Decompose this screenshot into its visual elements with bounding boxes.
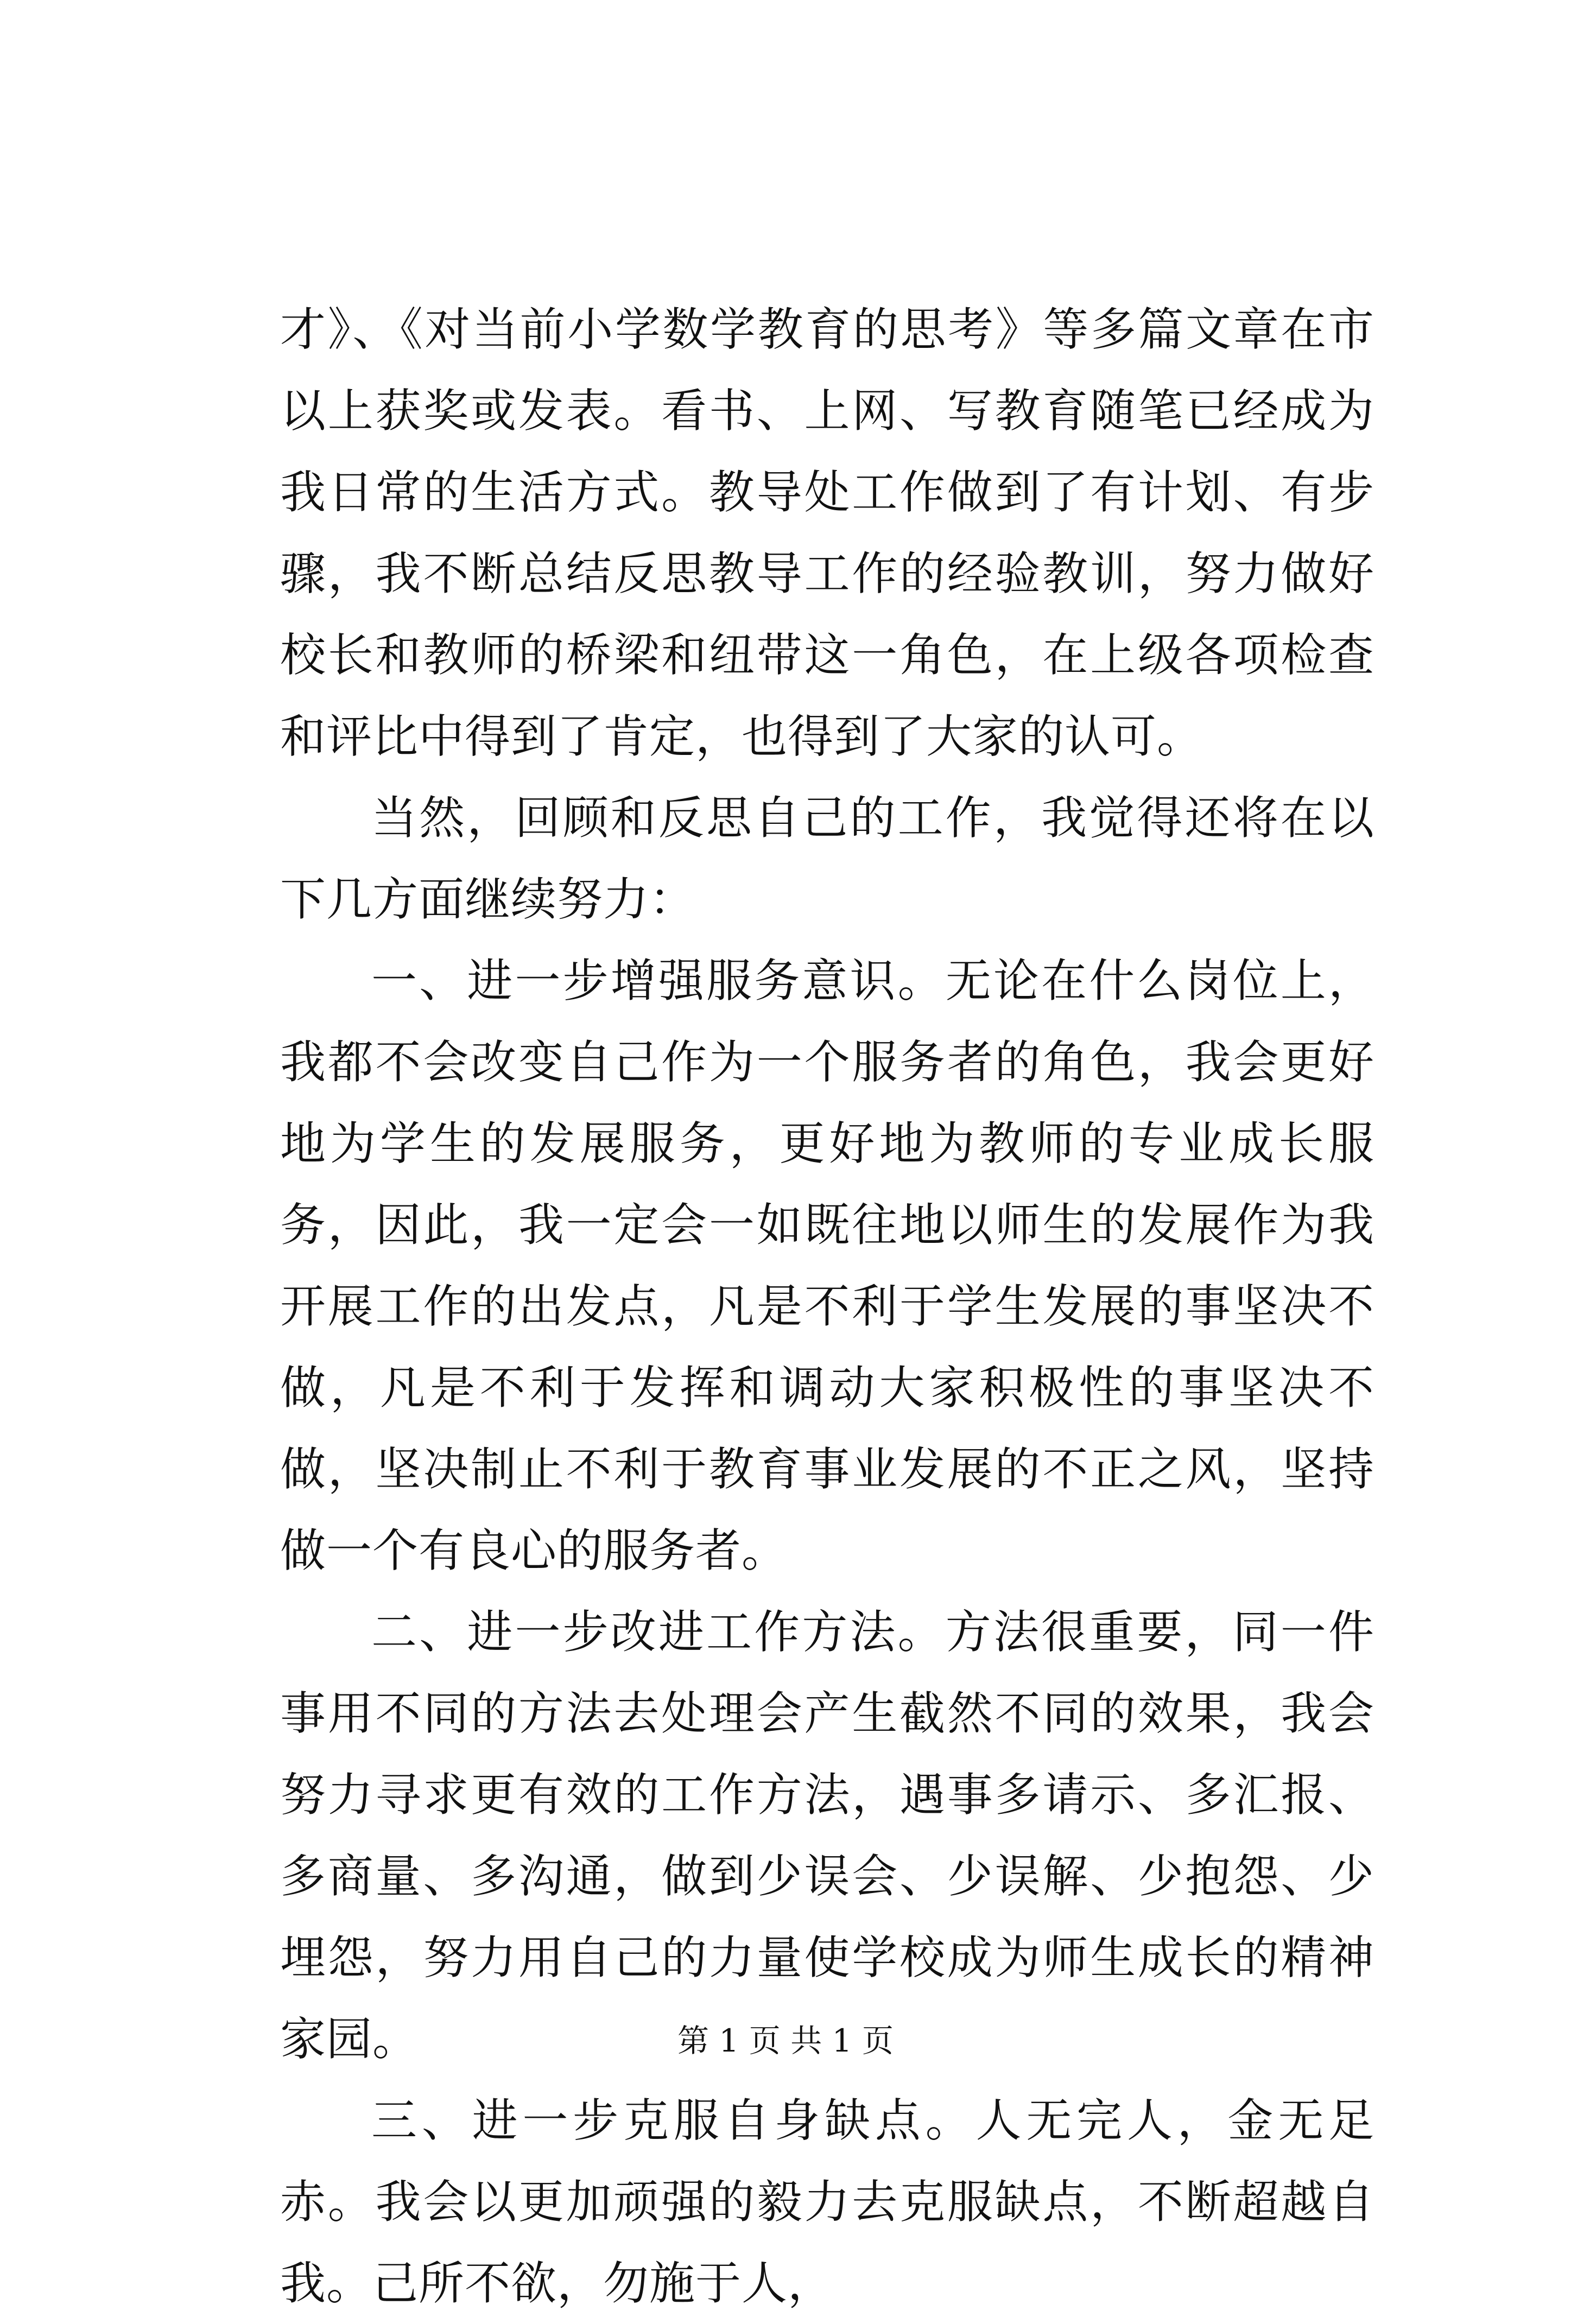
paragraph-point-two: 二、进一步改进工作方法。方法很重要，同一件事用不同的方法去处理会产生截然不同的效果，我会努力寻求更有效的工作方法，遇事多请示、多汇报、多商量、多沟通，做到少误会、少误解、少抱怨、少埋怨，努力用自己的力量使学校成为师生成长的精神家园。 bbox=[280, 1605, 1374, 2066]
paragraph-point-three: 三、进一步克服自身缺点。人无完人，金无足赤。我会以更加顽强的毅力去克服缺点，不断超越自我。己所不欲，勿施于人， bbox=[280, 2094, 1374, 2310]
paragraph-continuation: 才》、《对当前小学数学教育的思考》等多篇文章在市以上获奖或发表。看书、上网、写教育随笔已经成为我日常的生活方式。教导处工作做到了有计划、有步骤，我不断总结反思教导工作的经验教训，努力做好校长和教师的桥梁和纽带这一角色，在上级各项检查和评比中得到了肯定，也得到了大家的认可。 bbox=[280, 303, 1374, 763]
paragraph-intro: 当然，回顾和反思自己的工作，我觉得还将在以下几方面继续努力： bbox=[280, 791, 1374, 926]
page-footer: 第 1 页 共 1 页 bbox=[677, 2022, 894, 2059]
paragraph-point-one: 一、进一步增强服务意识。无论在什么岗位上，我都不会改变自己作为一个服务者的角色，我会更好地为学生的发展服务，更好地为教师的专业成长服务，因此，我一定会一如既往地以师生的发展作为我开展工作的出发点，凡是不利于学生发展的事坚决不做，凡是不利于发挥和调动大家积极性的事坚决不做，坚决制止不利于教育事业发展的不正之风，坚持做一个有良心的服务者。 bbox=[280, 954, 1374, 1577]
